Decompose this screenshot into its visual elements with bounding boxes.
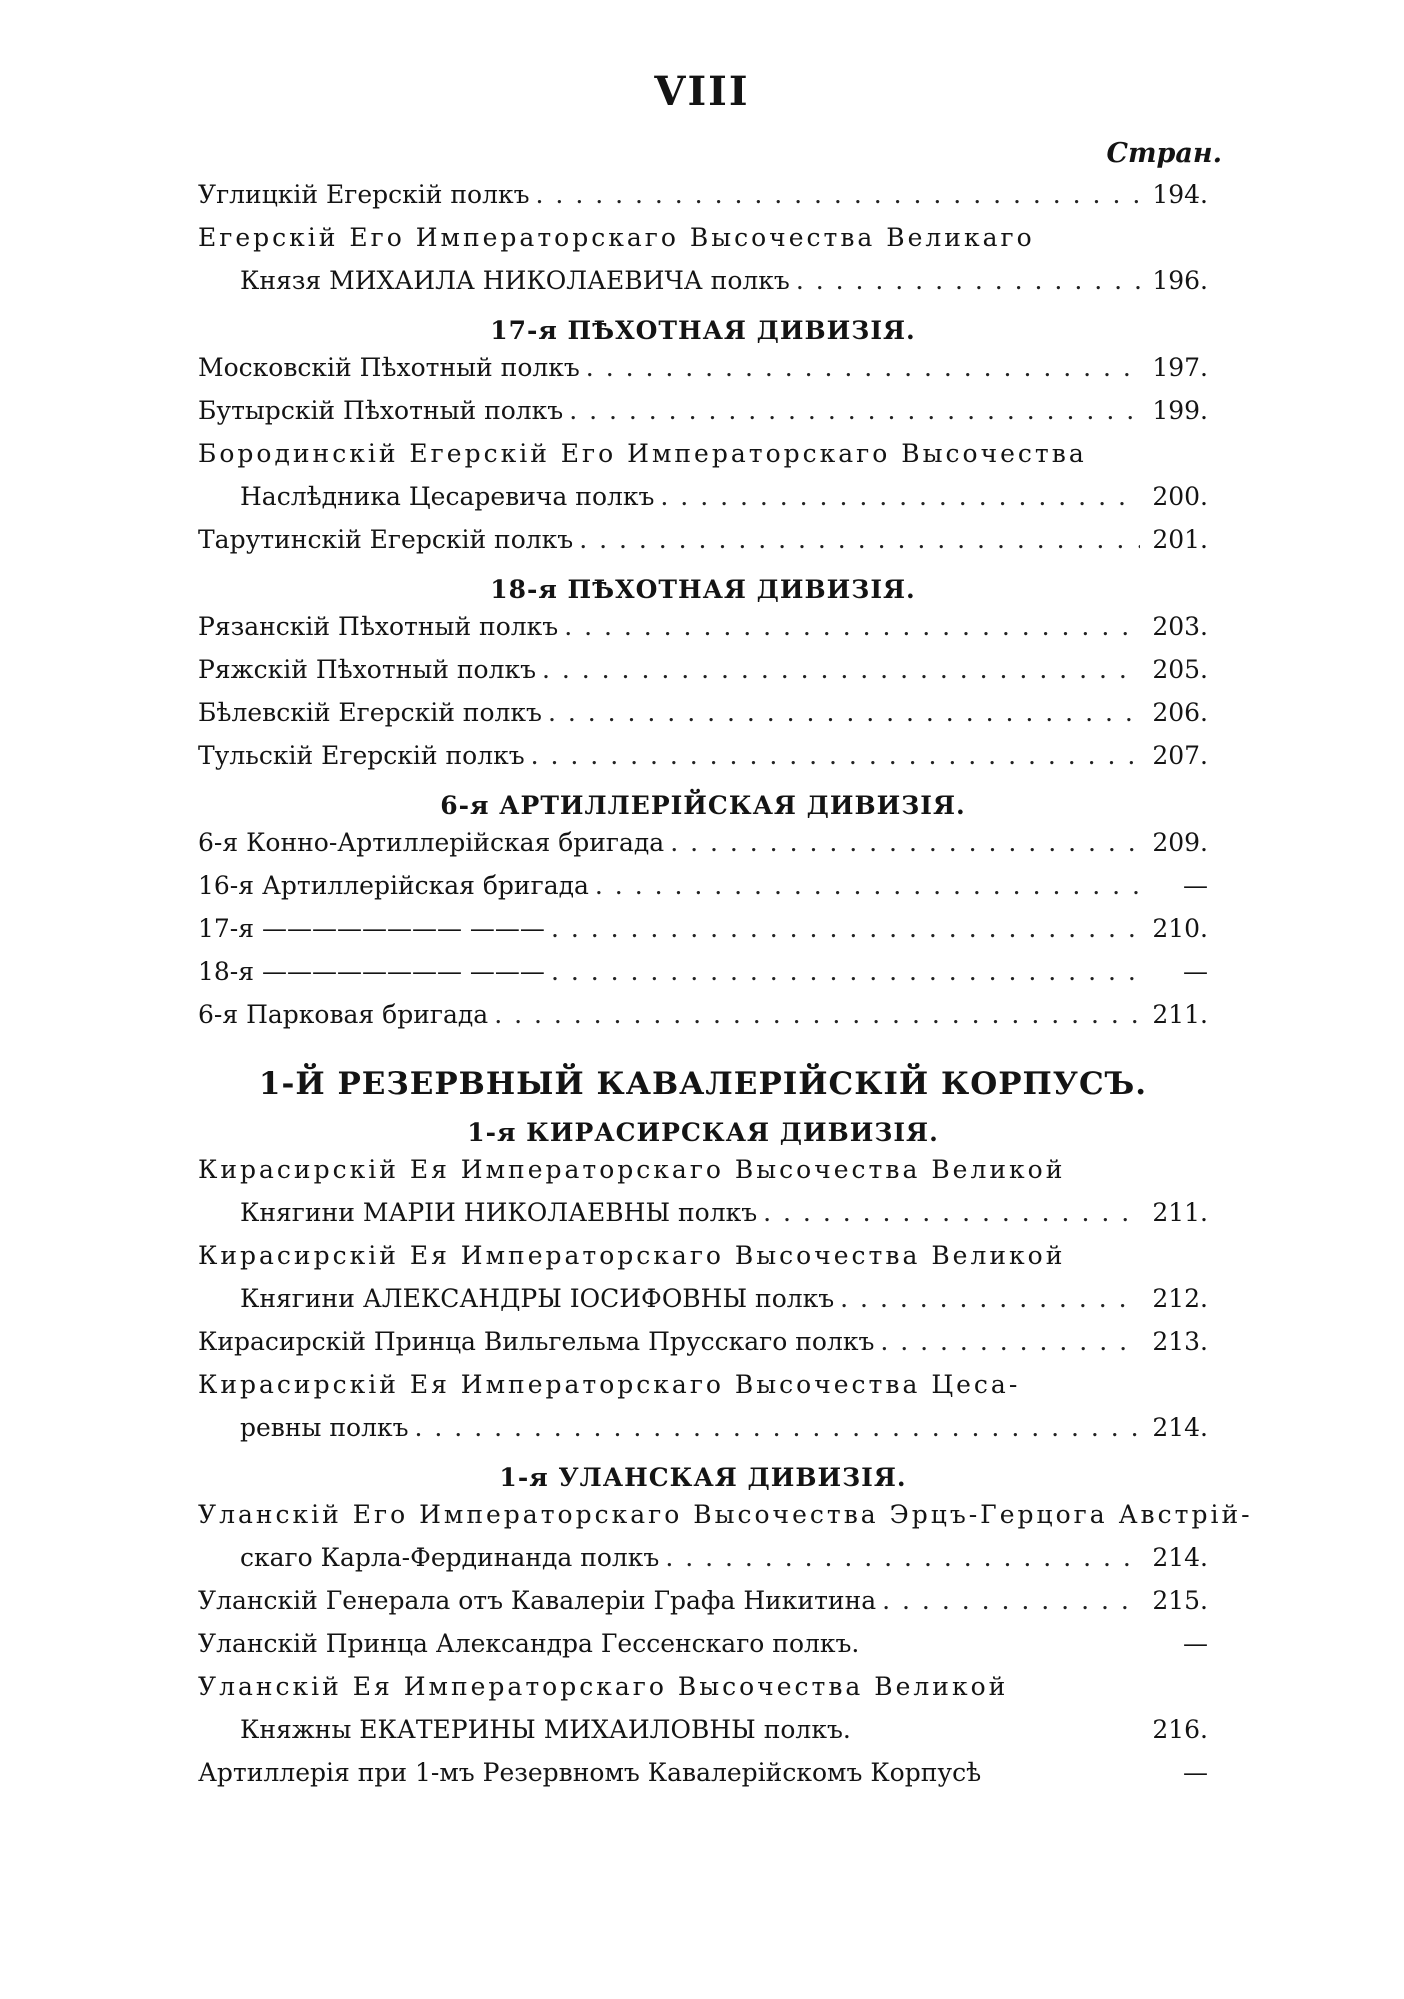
toc-entry-title: Егерскій Его Императорскаго Высочества Великаго [198, 223, 1035, 252]
toc-entry [198, 698, 1208, 741]
toc-entry-title: ревны полкъ [240, 1413, 409, 1442]
toc-entry-page: 207. [1152, 741, 1208, 770]
toc-entry-page: — [1183, 957, 1208, 986]
division-heading: 1-я УЛАНСКАЯ ДИВИЗІЯ. [499, 1463, 907, 1492]
toc-entry-page: 199. [1152, 396, 1208, 425]
toc-entry-page: 203. [1152, 612, 1208, 641]
toc-entry-page: 200. [1152, 482, 1208, 511]
toc-entry-title: Бутырскій Пѣхотный полкъ [198, 396, 564, 425]
dot-leader [882, 1586, 1140, 1615]
toc-entry-page: 210. [1152, 914, 1208, 943]
division-heading: 6-я АРТИЛЛЕРІЙСКАЯ ДИВИЗІЯ. [440, 791, 966, 820]
toc-entry [198, 1586, 1208, 1629]
toc-entry [198, 655, 1208, 698]
dot-leader [579, 525, 1140, 554]
toc-entry-page: 205. [1152, 655, 1208, 684]
toc-entry [198, 180, 1208, 223]
toc-entry-title: Артиллерія при 1-мъ Резервномъ Кавалерійскомъ Корпусѣ [198, 1758, 982, 1787]
toc-entry [198, 1155, 1208, 1198]
toc-entry-title: Княжны ЕКАТЕРИНЫ МИХАИЛОВНЫ полкъ. [240, 1715, 851, 1744]
toc-entry [198, 525, 1208, 568]
toc-entry-title: 6-я Парковая бригада [198, 1000, 489, 1029]
toc-entry-title: 6-я Конно-Артиллерійская бригада [198, 828, 665, 857]
toc-entry-title: Тульскій Егерскій полкъ [198, 741, 525, 770]
toc-entry-title: Кирасирскій Ея Императорскаго Высочества Великой [198, 1155, 1066, 1184]
dot-leader [763, 1198, 1140, 1227]
toc-entry [198, 1000, 1208, 1043]
toc-entry [198, 396, 1208, 439]
dot-leader [660, 482, 1140, 511]
toc-entry [198, 1241, 1208, 1284]
toc-entry [198, 1327, 1208, 1370]
toc-entry-page: 196. [1152, 266, 1208, 295]
toc-entry [198, 741, 1208, 784]
toc-entry [198, 828, 1208, 871]
toc-entry-continuation [198, 1543, 1208, 1586]
division-heading: 18-я ПѢХОТНАЯ ДИВИЗІЯ. [490, 575, 916, 604]
dot-leader [840, 1284, 1140, 1313]
toc-entry-title: Уланскій Его Императорскаго Высочества Эрцъ-Герцога Австрій- [198, 1500, 1253, 1529]
toc-entry-title: 16-я Артиллерійская бригада [198, 871, 589, 900]
toc-entry-title: Уланскій Ея Императорскаго Высочества Великой [198, 1672, 1009, 1701]
toc-entry-title: Кирасирскій Ея Императорскаго Высочества Великой [198, 1241, 1066, 1270]
toc-entry-page: 211. [1152, 1198, 1208, 1227]
toc-entry [198, 1629, 1208, 1672]
toc-entry [198, 1370, 1208, 1413]
toc-entry-continuation [198, 1715, 1208, 1758]
toc-entry [198, 957, 1208, 1000]
dot-leader [494, 1000, 1140, 1029]
dot-leader [551, 914, 1140, 943]
dot-leader [595, 871, 1140, 900]
toc-entry-title: Московскій Пѣхотный полкъ [198, 353, 580, 382]
table-of-contents [198, 180, 1253, 1801]
toc-entry-title: 18-я ———————— ——— [198, 957, 545, 986]
toc-entry-continuation [198, 266, 1208, 309]
page-number: VIII [654, 68, 750, 115]
toc-entry [198, 353, 1208, 396]
toc-entry [198, 612, 1208, 655]
toc-entry-continuation [198, 1284, 1208, 1327]
toc-entry-page: 215. [1152, 1586, 1208, 1615]
division-heading: 1-я КИРАСИРСКАЯ ДИВИЗІЯ. [467, 1118, 939, 1147]
toc-entry-title: Княгини АЛЕКСАНДРЫ ІОСИФОВНЫ полкъ [240, 1284, 835, 1313]
toc-entry [198, 1672, 1208, 1715]
toc-entry-page: 213. [1152, 1327, 1208, 1356]
toc-entry-page: 206. [1152, 698, 1208, 727]
toc-entry-title: Ряжскій Пѣхотный полкъ [198, 655, 536, 684]
toc-entry-page: 214. [1152, 1543, 1208, 1572]
toc-entry-page: — [1183, 871, 1208, 900]
toc-entry-page: 209. [1152, 828, 1208, 857]
page-column-label: Стран. [1106, 138, 1222, 169]
toc-entry-continuation [198, 482, 1208, 525]
toc-entry-title: Кирасирскій Ея Императорскаго Высочества Цеса- [198, 1370, 1021, 1399]
toc-entry-title: Уланскій Принца Александра Гессенскаго полкъ. [198, 1629, 860, 1658]
dot-leader [880, 1327, 1140, 1356]
toc-entry-title: Бородинскій Егерскій Его Императорскаго Высочества [198, 439, 1087, 468]
toc-entry-page: 194. [1152, 180, 1208, 209]
dot-leader [531, 741, 1140, 770]
toc-entry-title: скаго Карла-Фердинанда полкъ [240, 1543, 660, 1572]
dot-leader [569, 396, 1140, 425]
dot-leader [551, 957, 1140, 986]
division-heading: 17-я ПѢХОТНАЯ ДИВИЗІЯ. [490, 316, 916, 345]
dot-leader [665, 1543, 1140, 1572]
toc-entry-title: Князя МИХАИЛА НИКОЛАЕВИЧА полкъ [240, 266, 790, 295]
toc-entry [198, 914, 1208, 957]
toc-entry-title: Углицкій Егерскій полкъ [198, 180, 530, 209]
toc-entry-title: Рязанскій Пѣхотный полкъ [198, 612, 559, 641]
toc-entry [198, 223, 1208, 266]
toc-entry-title: Тарутинскій Егерскій полкъ [198, 525, 574, 554]
toc-entry-title: Кирасирскій Принца Вильгельма Прусскаго полкъ [198, 1327, 875, 1356]
dot-leader [548, 698, 1140, 727]
dot-leader [542, 655, 1140, 684]
dot-leader [586, 353, 1140, 382]
toc-entry [198, 1500, 1253, 1543]
toc-entry-continuation [198, 1413, 1208, 1456]
toc-entry [198, 871, 1208, 914]
toc-entry-page: — [1183, 1629, 1208, 1658]
dot-leader [415, 1413, 1140, 1442]
toc-entry-title: Бѣлевскій Егерскій полкъ [198, 698, 542, 727]
toc-entry-page: — [1183, 1758, 1208, 1787]
dot-leader [564, 612, 1140, 641]
dot-leader [796, 266, 1140, 295]
toc-entry [198, 439, 1208, 482]
toc-entry-title: Наслѣдника Цесаревича полкъ [240, 482, 655, 511]
toc-entry-page: 201. [1152, 525, 1208, 554]
toc-entry-page: 214. [1152, 1413, 1208, 1442]
corps-heading: 1-Й РЕЗЕРВНЫЙ КАВАЛЕРІЙСКІЙ КОРПУСЪ. [258, 1066, 1148, 1102]
toc-entry-title: Княгини МАРІИ НИКОЛАЕВНЫ полкъ [240, 1198, 758, 1227]
toc-entry-continuation [198, 1198, 1208, 1241]
toc-entry-page: 211. [1152, 1000, 1208, 1029]
toc-entry-page: 197. [1152, 353, 1208, 382]
toc-entry [198, 1758, 1208, 1801]
toc-entry-page: 212. [1152, 1284, 1208, 1313]
toc-entry-title: Уланскій Генерала отъ Кавалеріи Графа Никитина [198, 1586, 877, 1615]
dot-leader [536, 180, 1140, 209]
toc-entry-title: 17-я ———————— ——— [198, 914, 545, 943]
toc-entry-page: 216. [1152, 1715, 1208, 1744]
dot-leader [670, 828, 1140, 857]
